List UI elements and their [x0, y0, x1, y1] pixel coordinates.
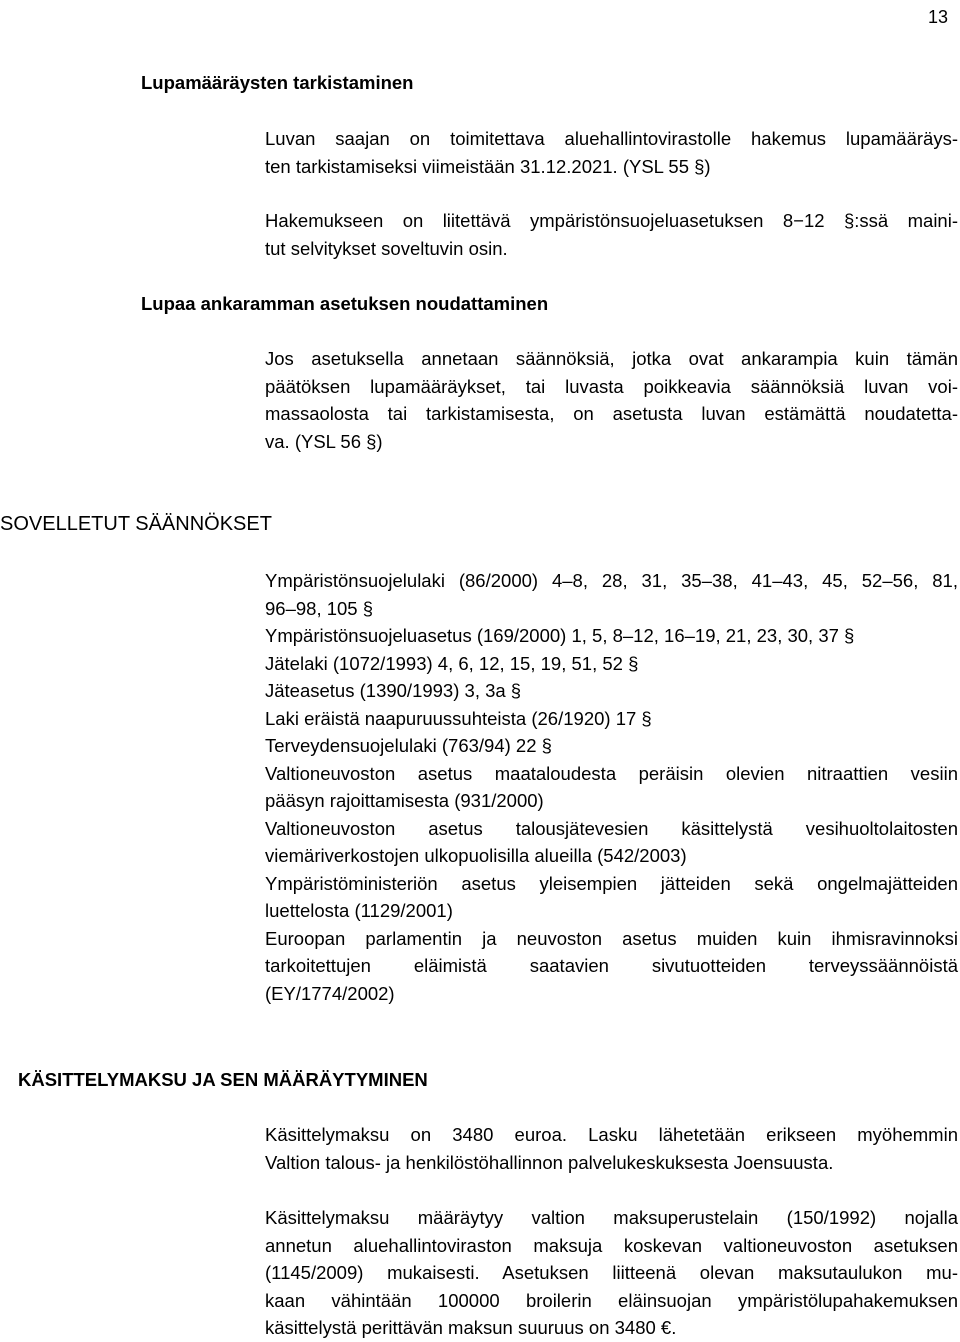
text-line: massaolosta tai tarkistamisesta, on asetusta luvan estämättä noudatetta-: [265, 403, 958, 424]
list-item-line: tarkoitettujen eläimistä saatavien sivutuotteiden terveyssäännöistä: [265, 955, 958, 976]
lupamaaraysten-paragraph-1: [265, 125, 958, 180]
text-line: päätöksen lupamääräykset, tai luvasta poikkeavia säännöksiä luvan voi-: [265, 375, 958, 397]
section-title-kasittelymaksu: KÄSITTELYMAKSU JA SEN MÄÄRÄYTYMINEN: [18, 1069, 428, 1090]
text-line: kaan vähintään 100000 broilerin eläinsuojan ympäristölupahakemuksen: [265, 1289, 958, 1311]
list-item-line: pääsyn rajoittamisesta (931/2000): [265, 790, 544, 811]
list-item-line: Jätelaki (1072/1993) 4, 6, 12, 15, 19, 51, 52 §: [265, 652, 639, 674]
list-item-line: (EY/1774/2002): [265, 982, 395, 1004]
list-item-line: luettelosta (1129/2001): [265, 900, 453, 921]
list-item-line: Laki eräistä naapuruussuhteista (26/1920) 17 §: [265, 707, 652, 729]
list-item-line: Jäteasetus (1390/1993) 3, 3a §: [265, 680, 522, 701]
list-item-line: Ympäristönsuojeluasetus (169/2000) 1, 5, 8–12, 16–19, 21, 23, 30, 37 §: [265, 625, 855, 646]
text-line: Käsittelymaksu määräytyy valtion maksuperustelain (150/1992) nojalla: [265, 1207, 958, 1228]
section-title-lupamaaraysten: Lupamääräysten tarkistaminen: [141, 72, 414, 93]
list-item-line: Ympäristönsuojelulaki (86/2000) 4–8, 28, 31, 35–38, 41–43, 45, 52–56, 81,: [265, 570, 958, 591]
section-title-sovelletut: SOVELLETUT SÄÄNNÖKSET: [0, 513, 272, 535]
list-item-line: Euroopan parlamentin ja neuvoston asetus muiden kuin ihmisravinnoksi: [265, 927, 958, 949]
text-line: Käsittelymaksu on 3480 euroa. Lasku lähetetään erikseen myöhemmin: [265, 1124, 958, 1145]
text-line: ten tarkistamiseksi viimeistään 31.12.2021. (YSL 55 §): [265, 155, 711, 177]
page-number: 13: [927, 7, 948, 27]
list-item-line: Ympäristöministeriön asetus yleisempien jätteiden sekä ongelmajätteiden: [265, 872, 958, 894]
text-line: käsittelystä perittävän maksun suuruus on 3480 €.: [265, 1317, 677, 1338]
kasittelymaksu-paragraph-1: [265, 1121, 958, 1176]
text-line: annetun aluehallintoviraston maksuja koskevan valtioneuvoston asetuksen: [265, 1234, 958, 1256]
text-line: Valtion talous- ja henkilöstöhallinnon palvelukeskuksesta Joensuusta.: [265, 1151, 834, 1173]
lupamaaraysten-paragraph-2: [265, 207, 958, 262]
text-line: Hakemukseen on liitettävä ympäristönsuojeluasetuksen 8−12 §:ssä maini-: [265, 210, 958, 231]
sovelletut-list: [265, 567, 958, 1007]
list-item-line: Valtioneuvoston asetus talousjätevesien käsittelystä vesihuoltolaitosten: [265, 817, 958, 839]
section-title-ankaramman: Lupaa ankaramman asetuksen noudattaminen: [141, 293, 549, 314]
kasittelymaksu-paragraph-2: [265, 1204, 958, 1342]
text-line: va. (YSL 56 §): [265, 430, 383, 452]
list-item-line: viemäriverkostojen ulkopuolisilla alueilla (542/2003): [265, 845, 687, 866]
text-line: Luvan saajan on toimitettava aluehallintovirastolle hakemus lupamääräys-: [265, 128, 958, 149]
text-line: Jos asetuksella annetaan säännöksiä, jotka ovat ankarampia kuin tämän: [265, 348, 958, 369]
list-item-line: Terveydensuojelulaki (763/94) 22 §: [265, 735, 552, 756]
ankaramman-paragraph: [265, 345, 958, 455]
text-line: tut selvitykset soveltuvin osin.: [265, 237, 508, 259]
list-item-line: 96–98, 105 §: [265, 597, 374, 619]
text-line: (1145/2009) mukaisesti. Asetuksen liitteenä olevan maksutaulukon mu-: [265, 1262, 958, 1283]
list-item-line: Valtioneuvoston asetus maataloudesta peräisin olevien nitraattien vesiin: [265, 762, 958, 784]
